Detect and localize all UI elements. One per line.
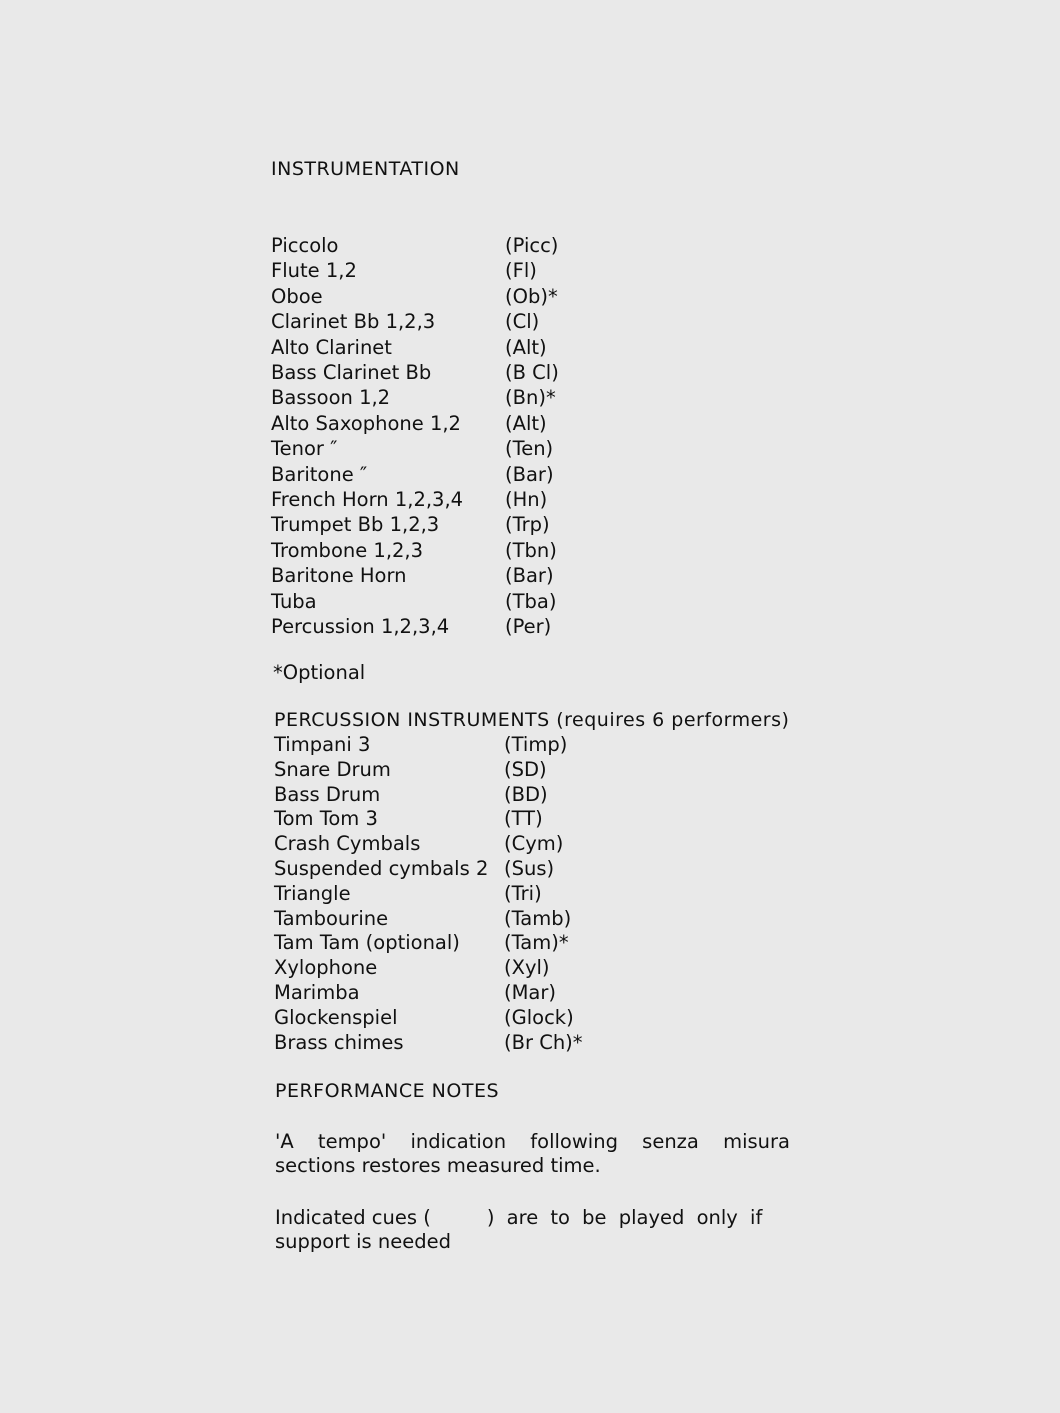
instrument-name: Baritone ″: [271, 462, 368, 486]
instrument-abbreviation: (BD): [504, 782, 548, 806]
tempo-word: following: [530, 1130, 618, 1153]
cues-text-end-wrap: [487, 1206, 790, 1229]
tempo-note: [275, 1130, 790, 1177]
instrument-name: French Horn 1,2,3,4: [271, 488, 464, 511]
instrument-name: Tenor ″: [271, 437, 338, 461]
instrument-abbreviation: (TT): [504, 807, 543, 831]
tempo-note-line2: sections restores measured time.: [275, 1154, 601, 1177]
cues-note-line2: support is needed: [275, 1230, 451, 1253]
instrument-name: Bass Drum: [274, 782, 381, 806]
instrument-abbreviation: (Hn): [505, 488, 548, 511]
instrument-name: Snare Drum: [274, 757, 391, 781]
optional-note: *Optional: [273, 661, 366, 684]
percussion-heading: PERCUSSION INSTRUMENTS (requires 6 performers): [274, 709, 790, 731]
instrument-abbreviation: (Trp): [505, 513, 550, 537]
instrument-name: Marimba: [274, 981, 360, 1004]
instrument-name: Trombone 1,2,3: [271, 538, 424, 562]
tempo-word: 'A: [275, 1130, 294, 1153]
instrument-abbreviation: (Per): [505, 615, 552, 638]
instrument-name: Oboe: [271, 284, 323, 308]
instrument-name: Alto Saxophone 1,2: [271, 411, 461, 435]
cues-note-line1: [275, 1206, 790, 1229]
tempo-word: senza: [642, 1130, 699, 1153]
instrument-abbreviation: (SD): [504, 757, 547, 781]
tempo-word: misura: [723, 1130, 790, 1153]
instrument-abbreviation: (Br Ch)*: [504, 1030, 583, 1054]
instrument-abbreviation: (Alt): [505, 335, 547, 359]
instrument-abbreviation: (Alt): [505, 411, 547, 435]
cues-note: [275, 1206, 790, 1253]
instrument-abbreviation: (Cl): [505, 310, 540, 334]
instrument-abbreviation: (Bar): [505, 462, 554, 486]
instrument-abbreviation: (Mar): [504, 981, 557, 1004]
instrument-name: Percussion 1,2,3,4: [271, 615, 450, 638]
instrument-name: Glockenspiel: [274, 1005, 398, 1029]
instrument-abbreviation: (Bn)*: [505, 386, 556, 410]
instrument-name: Xylophone: [274, 956, 378, 980]
instrument-abbreviation: (Ten): [505, 437, 554, 461]
instrument-name: Flute 1,2: [271, 259, 357, 283]
instrument-abbreviation: (Bar): [505, 564, 554, 588]
tempo-word: indication: [410, 1130, 507, 1153]
cue-bracket-gap: [431, 1206, 487, 1229]
instrument-name: Crash Cymbals: [274, 832, 421, 856]
cues-text-end: ) are to be played only if: [486, 1206, 763, 1229]
instrument-abbreviation: (Tri): [504, 881, 542, 905]
instrument-abbreviation: (Timp): [504, 733, 568, 756]
instrument-abbreviation: (Picc): [505, 234, 559, 257]
instrument-name: Bassoon 1,2: [271, 386, 391, 410]
cues-text-start: Indicated cues (: [275, 1206, 431, 1229]
instrument-abbreviation: (Ob)*: [505, 284, 558, 308]
instrument-abbreviation: (Sus): [504, 857, 555, 880]
instrument-abbreviation: (Tba): [505, 589, 557, 613]
instrument-name: Baritone Horn: [271, 564, 407, 588]
instrument-name: Brass chimes: [274, 1030, 404, 1054]
instrument-abbreviation: (Xyl): [504, 956, 550, 980]
instrument-name: Alto Clarinet: [271, 335, 392, 359]
instrument-abbreviation: (Glock): [504, 1005, 574, 1029]
instrument-name: Trumpet Bb 1,2,3: [271, 513, 440, 537]
tempo-word: tempo': [317, 1130, 387, 1153]
tempo-note-line1: [275, 1130, 790, 1153]
instrument-name: Suspended cymbals 2: [274, 857, 489, 880]
instrument-name: Tambourine: [274, 906, 389, 930]
instrument-name: Piccolo: [271, 234, 339, 257]
instrument-name: Tom Tom 3: [274, 807, 378, 831]
instrument-abbreviation: (B Cl): [505, 361, 559, 384]
instrument-abbreviation: (Tbn): [505, 538, 557, 562]
instrument-abbreviation: (Tam)*: [504, 931, 569, 955]
instrument-name: Tam Tam (optional): [274, 931, 460, 955]
instrument-abbreviation: (Tamb): [504, 906, 572, 930]
instrument-abbreviation: (Fl): [505, 259, 537, 283]
instrumentation-heading: INSTRUMENTATION: [271, 158, 460, 180]
performance-notes-heading: PERFORMANCE NOTES: [275, 1080, 500, 1102]
instrument-name: Timpani 3: [274, 733, 371, 756]
instrument-abbreviation: (Cym): [504, 832, 564, 856]
instrument-name: Tuba: [271, 589, 317, 613]
instrument-name: Bass Clarinet Bb: [271, 361, 432, 384]
instrument-name: Triangle: [274, 881, 351, 905]
instrument-name: Clarinet Bb 1,2,3: [271, 310, 436, 334]
